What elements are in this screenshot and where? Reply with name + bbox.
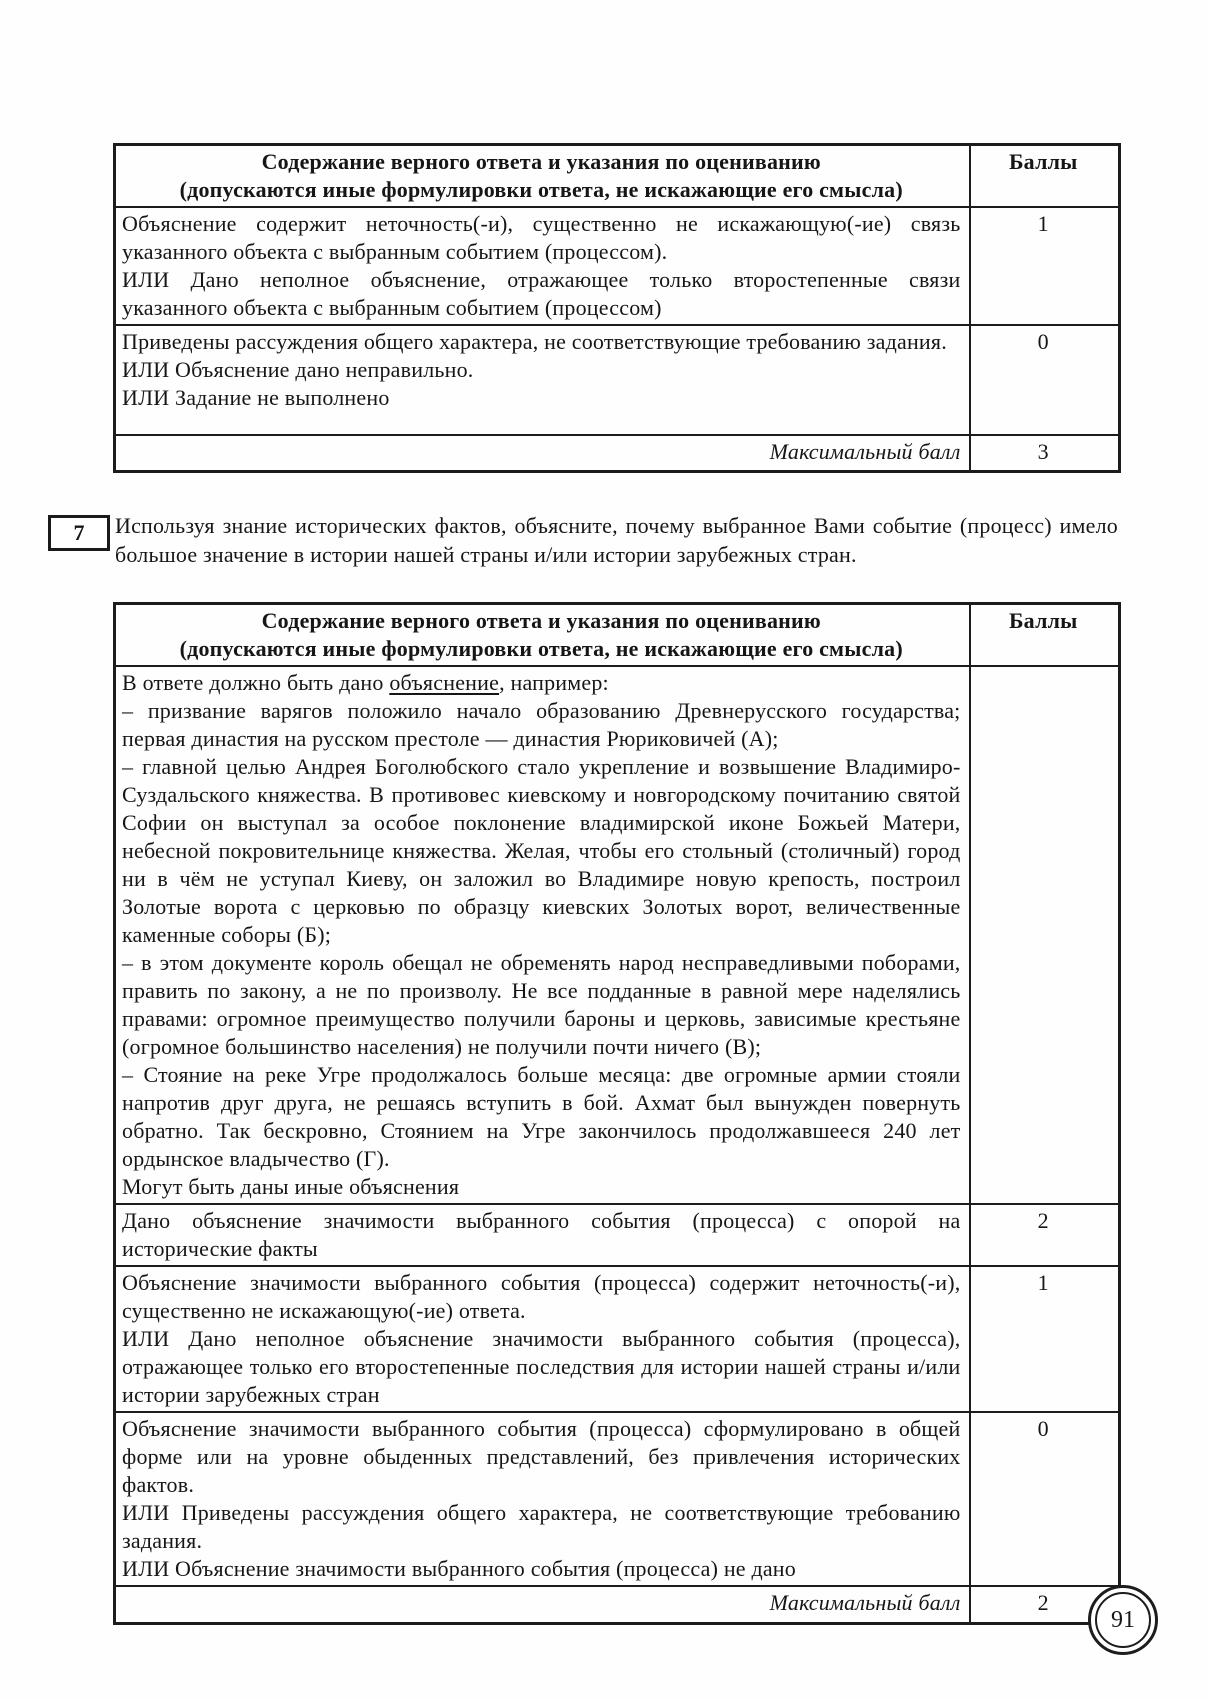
table1-score-header: Баллы — [970, 145, 1120, 208]
criteria-text-cell: Объяснение значимости выбранного события (процесса) содержит неточность(-и), существенно не искажающую(-ие) ответа. ИЛИ Дано неполное объяснение значимости выбранного события (процесса), отражающее только его второстепенные последствия для истории нашей страны и/или истории зарубежных стран — [115, 1266, 970, 1412]
table2-row-2 — [115, 1204, 1120, 1266]
task-number: 7 — [73, 520, 85, 545]
score-cell: 0 — [970, 325, 1120, 435]
score-cell: 1 — [970, 207, 1120, 325]
criteria-header-title: Содержание верного ответа и указания по оцениванию — [261, 149, 821, 174]
criteria-text-cell: В ответе должно быть дано объяснение, например: – призвание варягов положило начало образованию Древнерусского государства; первая династия на русском престоле — династия Рюриковичей (А); – главной целью Андрея Боголюбского стало укрепление и возвышение Владимиро-Суздальского княжества. В противовес киевскому и новгородскому почитанию святой Софии он выступал за особое поклонение владимирской иконе Божьей Матери, небесной покровительнице княжества. Желая, чтобы его стольный (столичный) город ни в чём не уступал Киеву, он заложил во Владимире новую крепость, построил Золотые ворота с церковью по образцу киевских Золотых ворот, величественные каменные соборы (Б); – в этом документе король обещал не обременять народ несправедливыми поборами, править по закону, а не по произволу. Не все подданные в равной мере наделялись правами: огромное преимущество получили бароны и церковь, зависимые крестьяне (огромное большинство населения) не получили почти ничего (В); – Стояние на реке Угре продолжалось больше месяца: две огромные армии стояли напротив друг друга, не решаясь вступить в бой. Ахмат был вынужден повернуть обратно. Так бескровно, Стоянием на Угре закончилось продолжавшееся 240 лет ордынское владычество (Г). Могут быть даны иные объяснения — [115, 666, 970, 1204]
criteria-table-2 — [113, 602, 1121, 1625]
table1-row-2 — [115, 325, 1120, 435]
table1-header-row — [115, 145, 1120, 208]
criteria-header-title: Содержание верного ответа и указания по оцениванию — [261, 608, 821, 633]
table1-row-1 — [115, 207, 1120, 325]
page-number-badge — [1088, 1585, 1158, 1655]
score-cell — [970, 666, 1120, 1204]
table2-header-row — [115, 604, 1120, 667]
table2-criteria-header — [115, 604, 970, 667]
criteria-text-cell: Объяснение значимости выбранного события (процесса) сформулировано в общей форме или на уровне обыденных представлений, без привлечения исторических фактов. ИЛИ Приведены рассуждения общего характера, не соответствующие требованию задания. ИЛИ Объяснение значимости выбранного события (процесса) не дано — [115, 1412, 970, 1586]
max-score-value: 3 — [970, 435, 1120, 471]
criteria-text-cell: Приведены рассуждения общего характера, не соответствующие требованию задания. ИЛИ Объяснение дано неправильно. ИЛИ Задание не выполнено — [115, 325, 970, 435]
criteria-header-note: (допускаются иные формулировки ответа, не искажающие его смысла) — [179, 177, 903, 202]
score-cell: 1 — [970, 1266, 1120, 1412]
criteria-table-1 — [113, 143, 1121, 473]
table2-row-1 — [115, 666, 1120, 1204]
table2-max-score-row — [115, 1586, 1120, 1623]
table2-row-3 — [115, 1266, 1120, 1412]
table2-row-4 — [115, 1412, 1120, 1586]
criteria-header-note: (допускаются иные формулировки ответа, не искажающие его смысла) — [179, 636, 903, 661]
max-score-label: Максимальный балл — [115, 1586, 970, 1623]
max-score-value: 2 — [970, 1586, 1120, 1623]
page-number-inner-circle — [1095, 1592, 1151, 1648]
table1-max-score-row — [115, 435, 1120, 471]
criteria-text-cell: Объяснение содержит неточность(-и), существенно не искажающую(-ие) связь указанного объекта с выбранным событием (процессом). ИЛИ Дано неполное объяснение, отражающее только второстепенные связи указанного объекта с выбранным событием (процессом) — [115, 207, 970, 325]
table1-criteria-header — [115, 145, 970, 208]
max-score-label: Максимальный балл — [115, 435, 970, 471]
score-cell: 0 — [970, 1412, 1120, 1586]
page-number: 91 — [1111, 1606, 1135, 1633]
table2-score-header: Баллы — [970, 604, 1120, 667]
task-text: Используя знание исторических фактов, объясните, почему выбранное Вами событие (процесс) имело большое значение в истории нашей страны и/или истории зарубежных стран. — [115, 513, 1118, 567]
task-number-box — [48, 515, 110, 551]
criteria-text-cell: Дано объяснение значимости выбранного события (процесса) с опорой на исторические факты — [115, 1204, 970, 1266]
score-cell: 2 — [970, 1204, 1120, 1266]
